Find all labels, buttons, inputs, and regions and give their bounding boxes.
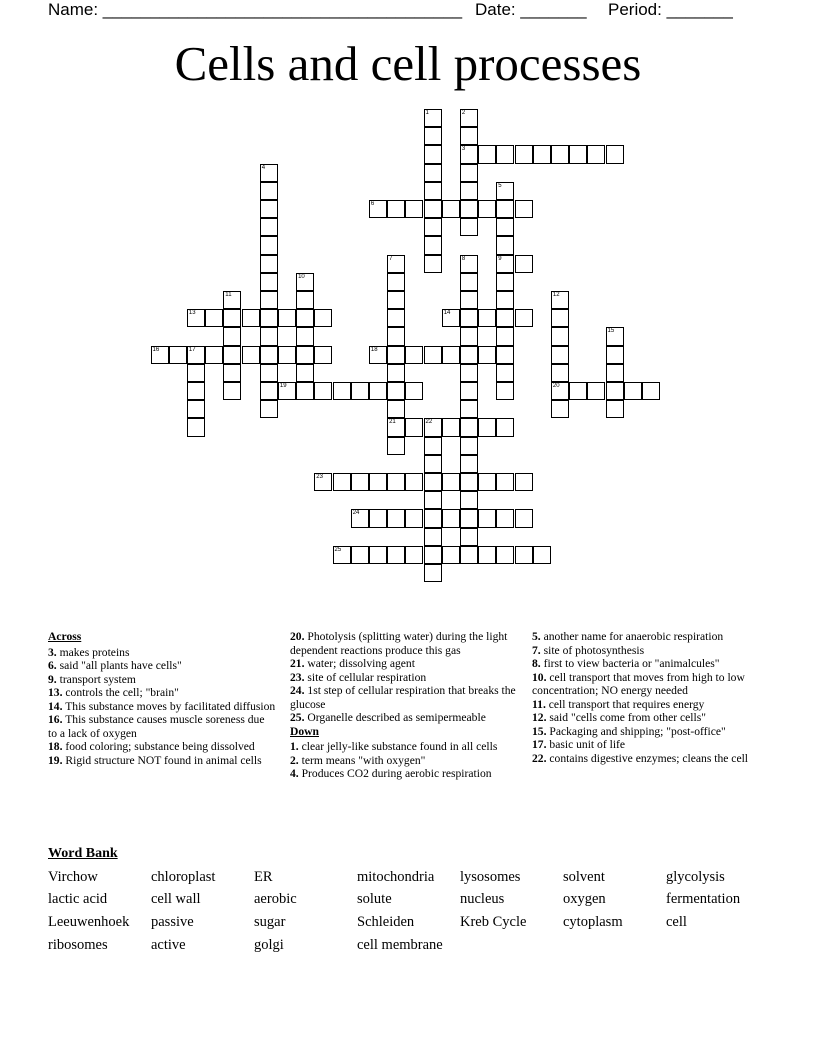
crossword-cell[interactable]	[460, 273, 478, 291]
crossword-cell[interactable]	[387, 546, 405, 564]
crossword-cell[interactable]	[442, 309, 460, 327]
crossword-cell[interactable]	[405, 382, 423, 400]
word-bank-entry: Virchow	[48, 869, 98, 885]
clue-number-label: 6.	[48, 659, 57, 672]
word-bank-entry: glycolysis	[666, 869, 725, 885]
crossword-cell[interactable]	[460, 255, 478, 273]
crossword-cell[interactable]	[387, 437, 405, 455]
clue-number-label: 25.	[290, 711, 305, 724]
clues-column-2	[290, 630, 520, 781]
crossword-cell[interactable]	[314, 473, 332, 491]
crossword-cell[interactable]	[169, 346, 187, 364]
name-field: Name: ______________________________________	[48, 0, 463, 19]
crossword-cell[interactable]	[460, 145, 478, 163]
crossword-cell[interactable]	[496, 327, 514, 345]
clue-number-label: 23.	[290, 670, 305, 684]
crossword-cell[interactable]	[460, 109, 478, 127]
clue-number-label: 24.	[290, 684, 305, 697]
crossword-cell[interactable]	[424, 109, 442, 127]
word-bank-title: Word Bank	[48, 846, 118, 861]
crossword-cell[interactable]	[424, 255, 442, 273]
clue-number: 3	[461, 146, 466, 153]
crossword-cell[interactable]	[569, 382, 587, 400]
word-bank-entry: lactic acid	[48, 891, 108, 907]
clue-number-label: 2.	[290, 753, 299, 767]
clue: 6. said "all plants have cells"	[48, 659, 182, 672]
crossword-cell[interactable]	[405, 546, 423, 564]
crossword-cell[interactable]	[260, 273, 278, 291]
crossword-cell[interactable]	[424, 218, 442, 236]
word-bank-entry: chloroplast	[151, 869, 216, 885]
crossword-cell[interactable]	[496, 218, 514, 236]
crossword-cell[interactable]	[515, 200, 533, 218]
word-bank-entry: mitochondria	[357, 869, 435, 885]
crossword-cell[interactable]	[387, 364, 405, 382]
crossword-cell[interactable]	[424, 127, 442, 145]
clue: 25. Organelle described as semipermeable	[290, 711, 486, 724]
crossword-cell[interactable]	[460, 473, 478, 491]
clue-number: 24	[352, 510, 360, 517]
crossword-cell[interactable]	[296, 327, 314, 345]
crossword-cell[interactable]	[223, 382, 241, 400]
clue-number-label: 12.	[532, 711, 547, 724]
clue: 16. This substance causes muscle soreness due to a lack of oxygen	[48, 713, 265, 740]
crossword-cell[interactable]	[369, 346, 387, 364]
clue: 19. Rigid structure NOT found in animal cells	[48, 753, 262, 767]
word-bank-entry: cell	[666, 914, 687, 930]
crossword-cell[interactable]	[460, 291, 478, 309]
crossword-cell[interactable]	[296, 382, 314, 400]
crossword-cell[interactable]	[296, 309, 314, 327]
clue-number-label: 9.	[48, 672, 57, 686]
clue-number: 16	[152, 346, 160, 353]
crossword-cell[interactable]	[405, 200, 423, 218]
period-field: Period: _______	[608, 0, 733, 19]
crossword-cell[interactable]	[260, 400, 278, 418]
crossword-cell[interactable]	[478, 145, 496, 163]
crossword-cell[interactable]	[460, 346, 478, 364]
word-bank-entry: passive	[151, 914, 194, 930]
crossword-cell[interactable]	[606, 346, 624, 364]
crossword-cell[interactable]	[551, 291, 569, 309]
crossword-cell[interactable]	[260, 291, 278, 309]
word-bank-entry: cell wall	[151, 891, 201, 907]
clue-number-label: 1.	[290, 740, 299, 753]
crossword-cell[interactable]	[496, 509, 514, 527]
clue-number-label: 15.	[532, 724, 547, 738]
clue-number-label: 4.	[290, 767, 299, 780]
crossword-cell[interactable]	[424, 164, 442, 182]
crossword-cell[interactable]	[242, 309, 260, 327]
crossword-cell[interactable]	[551, 327, 569, 345]
clue: 2. term means "with oxygen"	[290, 753, 426, 767]
crossword-cell[interactable]	[606, 145, 624, 163]
crossword-cell[interactable]	[260, 255, 278, 273]
clue-number-label: 16.	[48, 713, 63, 726]
crossword-cell[interactable]	[369, 546, 387, 564]
crossword-cell[interactable]	[515, 145, 533, 163]
crossword-cell[interactable]	[533, 546, 551, 564]
crossword-cell[interactable]	[333, 473, 351, 491]
clue: 17. basic unit of life	[532, 738, 626, 751]
crossword-cell[interactable]	[223, 364, 241, 382]
crossword-cell[interactable]	[460, 437, 478, 455]
word-bank-entry: sugar	[254, 914, 286, 930]
crossword-cell[interactable]	[369, 473, 387, 491]
crossword-cell[interactable]	[460, 127, 478, 145]
word-bank-entry: ER	[254, 869, 273, 885]
word-bank-entry: golgi	[254, 937, 284, 953]
word-bank-entry: fermentation	[666, 891, 741, 907]
crossword-cell[interactable]	[496, 309, 514, 327]
crossword-cell[interactable]	[278, 346, 296, 364]
crossword-cell[interactable]	[387, 473, 405, 491]
crossword-cell[interactable]	[387, 273, 405, 291]
crossword-cell[interactable]	[551, 309, 569, 327]
word-bank-entry: aerobic	[254, 891, 297, 907]
clue: 8. first to view bacteria or "animalcules"	[532, 657, 720, 670]
crossword-cell[interactable]	[642, 382, 660, 400]
crossword-cell[interactable]	[442, 509, 460, 527]
crossword-cell[interactable]	[460, 528, 478, 546]
clue: 23. site of cellular respiration	[290, 670, 427, 684]
crossword-cell[interactable]	[424, 182, 442, 200]
clue: 4. Produces CO2 during aerobic respiration	[290, 767, 492, 780]
crossword-cell[interactable]	[424, 236, 442, 254]
page-title: Cells and cell processes	[174, 36, 642, 91]
clue-number: 11	[225, 292, 232, 298]
crossword-cell[interactable]	[296, 346, 314, 364]
crossword-cell[interactable]	[460, 382, 478, 400]
crossword-cell[interactable]	[515, 255, 533, 273]
clue-number-label: 10.	[532, 670, 547, 684]
clue: 12. said "cells come from other cells"	[532, 711, 706, 724]
down-heading: Down	[290, 724, 319, 738]
clue: 21. water; dissolving agent	[290, 657, 415, 670]
clue-number: 25	[334, 546, 342, 553]
clue-number: 5	[498, 182, 502, 189]
word-bank-entry: ribosomes	[48, 937, 108, 953]
crossword-cell[interactable]	[442, 473, 460, 491]
crossword-cell[interactable]	[369, 382, 387, 400]
crossword-cell[interactable]	[278, 382, 296, 400]
crossword-cell[interactable]	[260, 236, 278, 254]
crossword-cell[interactable]	[223, 327, 241, 345]
word-bank-entry: cell membrane	[357, 937, 443, 953]
crossword-cell[interactable]	[278, 309, 296, 327]
crossword-cell[interactable]	[260, 382, 278, 400]
clue: 5. another name for anaerobic respiration	[532, 630, 724, 643]
clue: 11. cell transport that requires energy	[532, 697, 705, 711]
clue: 18. food coloring; substance being dissolved	[48, 740, 255, 753]
crossword-cell[interactable]	[478, 200, 496, 218]
clue: 14. This substance moves by facilitated diffusion	[48, 699, 276, 713]
clue-number-label: 22.	[532, 751, 547, 765]
crossword-cell[interactable]	[387, 291, 405, 309]
crossword-cell[interactable]	[424, 346, 442, 364]
clue: 24. 1st step of cellular respiration that breaks the glucose	[290, 684, 516, 711]
crossword-cell[interactable]	[187, 309, 205, 327]
crossword-cell[interactable]	[260, 327, 278, 345]
clue-number-label: 5.	[532, 630, 541, 643]
word-bank-entry: active	[151, 937, 186, 953]
clue-number: 21	[389, 419, 396, 426]
crossword-cell[interactable]	[296, 291, 314, 309]
clue: 13. controls the cell; "brain"	[48, 686, 179, 699]
crossword-cell[interactable]	[314, 309, 332, 327]
crossword-cell[interactable]	[442, 546, 460, 564]
crossword-cell[interactable]	[424, 564, 442, 582]
clue-number-label: 7.	[532, 643, 541, 657]
crossword-cell[interactable]	[223, 346, 241, 364]
crossword-cell[interactable]	[387, 509, 405, 527]
crossword-cell[interactable]	[260, 364, 278, 382]
clue-number: 17	[188, 346, 196, 353]
clue-number: 22	[425, 419, 433, 426]
clue-number: 23	[316, 474, 323, 480]
crossword-cell[interactable]	[496, 364, 514, 382]
crossword-cell[interactable]	[187, 382, 205, 400]
crossword-cell[interactable]	[424, 473, 442, 491]
crossword-cell[interactable]	[442, 200, 460, 218]
crossword-cell[interactable]	[515, 509, 533, 527]
crossword-cell[interactable]	[569, 145, 587, 163]
crossword-cell[interactable]	[460, 509, 478, 527]
crossword-cell[interactable]	[405, 346, 423, 364]
crossword-cell[interactable]	[496, 382, 514, 400]
clue-number: 6	[370, 201, 375, 207]
crossword-cell[interactable]	[460, 164, 478, 182]
crossword-cell[interactable]	[606, 382, 624, 400]
crossword-cell[interactable]	[496, 546, 514, 564]
crossword-cell[interactable]	[187, 400, 205, 418]
crossword-cell[interactable]	[387, 418, 405, 436]
crossword-cell[interactable]	[478, 418, 496, 436]
crossword-cell[interactable]	[424, 418, 442, 436]
crossword-cell[interactable]	[405, 418, 423, 436]
crossword-cell[interactable]	[460, 182, 478, 200]
clue: 1. clear jelly-like substance found in all cells	[290, 740, 498, 753]
crossword-cell[interactable]	[496, 473, 514, 491]
crossword-cell[interactable]	[351, 382, 369, 400]
crossword-cell[interactable]	[460, 455, 478, 473]
crossword-cell[interactable]	[496, 255, 514, 273]
crossword-cell[interactable]	[551, 145, 569, 163]
crossword-cell[interactable]	[551, 382, 569, 400]
crossword-cell[interactable]	[405, 473, 423, 491]
crossword-cell[interactable]	[187, 346, 205, 364]
crossword-cell[interactable]	[223, 309, 241, 327]
crossword-cell[interactable]	[260, 182, 278, 200]
crossword-cell[interactable]	[387, 327, 405, 345]
clue-number: 9	[498, 255, 502, 262]
crossword-cell[interactable]	[260, 164, 278, 182]
crossword-cell[interactable]	[333, 546, 351, 564]
clue: 15. Packaging and shipping; "post-office"	[532, 724, 726, 738]
crossword-cell[interactable]	[551, 400, 569, 418]
clue-number: 7	[389, 255, 393, 262]
clue-number: 20	[552, 383, 560, 389]
crossword-cell[interactable]	[460, 364, 478, 382]
crossword-cell[interactable]	[606, 364, 624, 382]
crossword-cell[interactable]	[296, 273, 314, 291]
word-bank-entry: Kreb Cycle	[460, 914, 527, 930]
crossword-cell[interactable]	[405, 509, 423, 527]
crossword-cell[interactable]	[496, 346, 514, 364]
clue-number: 13	[188, 310, 196, 317]
clue-number-label: 20.	[290, 630, 305, 643]
crossword-cell[interactable]	[442, 418, 460, 436]
crossword-cell[interactable]	[424, 509, 442, 527]
clue: 20. Photolysis (splitting water) during the light dependent reactions produce this gas	[290, 630, 508, 657]
clue-number-label: 21.	[290, 657, 305, 670]
crossword-cell[interactable]	[424, 437, 442, 455]
crossword-cell[interactable]	[460, 418, 478, 436]
crossword-cell[interactable]	[424, 546, 442, 564]
word-bank-entry: cytoplasm	[563, 914, 623, 930]
clue-number: 19	[279, 383, 287, 389]
crossword-cell[interactable]	[515, 473, 533, 491]
crossword-cell[interactable]	[387, 309, 405, 327]
crossword-cell[interactable]	[314, 346, 332, 364]
word-bank-entry: solvent	[563, 869, 605, 885]
crossword-cell[interactable]	[333, 382, 351, 400]
crossword-cell[interactable]	[424, 145, 442, 163]
crossword-cell[interactable]	[387, 400, 405, 418]
crossword-cell[interactable]	[496, 418, 514, 436]
clue-number: 14	[443, 310, 451, 317]
crossword-cell[interactable]	[205, 309, 223, 327]
crossword-cell[interactable]	[387, 382, 405, 400]
crossword-cell[interactable]	[460, 309, 478, 327]
crossword-cell[interactable]	[587, 145, 605, 163]
word-bank-entry: lysosomes	[460, 869, 521, 885]
crossword-cell[interactable]	[369, 200, 387, 218]
crossword-cell[interactable]	[624, 382, 642, 400]
crossword-cell[interactable]	[424, 455, 442, 473]
word-bank-entry: Leeuwenhoek	[48, 914, 130, 930]
word-bank-entry: Schleiden	[357, 914, 415, 930]
crossword-cell[interactable]	[187, 418, 205, 436]
clue: 10. cell transport that moves from high to low concentration; NO energy needed	[532, 670, 745, 697]
crossword-cell[interactable]	[260, 218, 278, 236]
crossword-cell[interactable]	[496, 200, 514, 218]
clue: 3. makes proteins	[48, 645, 130, 659]
crossword-cell[interactable]	[442, 346, 460, 364]
crossword-cell[interactable]	[496, 182, 514, 200]
crossword-cell[interactable]	[515, 309, 533, 327]
clue-number: 18	[370, 346, 378, 353]
crossword-cell[interactable]	[296, 364, 314, 382]
crossword-cell[interactable]	[387, 200, 405, 218]
clue-number-label: 17.	[532, 738, 547, 751]
crossword-cell[interactable]	[478, 309, 496, 327]
clue-number: 15	[607, 328, 615, 335]
clue-number: 8	[461, 255, 466, 262]
crossword-cell[interactable]	[460, 546, 478, 564]
clue-number-label: 3.	[48, 645, 57, 659]
word-bank-entry: solute	[357, 891, 392, 907]
clue-number-label: 8.	[532, 657, 541, 670]
crossword-cell[interactable]	[260, 200, 278, 218]
clue: 9. transport system	[48, 672, 136, 686]
word-bank-entry: nucleus	[460, 891, 505, 907]
clue-number-label: 19.	[48, 753, 63, 767]
crossword-cell[interactable]	[551, 364, 569, 382]
crossword-cell[interactable]	[351, 509, 369, 527]
crossword-cell[interactable]	[369, 509, 387, 527]
clue-number: 12	[552, 292, 560, 298]
crossword-cell[interactable]	[496, 236, 514, 254]
crossword-cell[interactable]	[515, 546, 533, 564]
date-field: Date: _______	[475, 0, 587, 19]
crossword-cell[interactable]	[151, 346, 169, 364]
crossword-cell[interactable]	[424, 528, 442, 546]
crossword-cell[interactable]	[496, 273, 514, 291]
clue-number-label: 11.	[532, 697, 546, 711]
clue-number: 10	[298, 273, 305, 280]
clue-number: 1	[425, 110, 429, 116]
clue: 7. site of photosynthesis	[532, 643, 645, 657]
crossword-cell[interactable]	[496, 145, 514, 163]
across-heading: Across	[48, 630, 82, 643]
crossword-cell[interactable]	[533, 145, 551, 163]
crossword-cell[interactable]	[424, 200, 442, 218]
crossword-cell[interactable]	[606, 400, 624, 418]
crossword-cell[interactable]	[587, 382, 605, 400]
crossword-cell[interactable]	[551, 346, 569, 364]
crossword-cell[interactable]	[187, 364, 205, 382]
crossword-cell[interactable]	[478, 509, 496, 527]
clue-number: 2	[461, 110, 466, 116]
crossword-cell[interactable]	[478, 546, 496, 564]
crossword-cell[interactable]	[260, 309, 278, 327]
crossword-cell[interactable]	[260, 346, 278, 364]
crossword-cell[interactable]	[351, 473, 369, 491]
crossword-cell[interactable]	[223, 291, 241, 309]
crossword-cell[interactable]	[460, 218, 478, 236]
crossword-cell[interactable]	[387, 346, 405, 364]
crossword-cell[interactable]	[387, 255, 405, 273]
crossword-cell[interactable]	[460, 200, 478, 218]
crossword-cell[interactable]	[460, 491, 478, 509]
clue-number-label: 13.	[48, 686, 63, 699]
crossword-cell[interactable]	[242, 346, 260, 364]
clue: 22. contains digestive enzymes; cleans the cell	[532, 751, 749, 765]
clue-number-label: 18.	[48, 740, 63, 753]
crossword-cell[interactable]	[460, 327, 478, 345]
clue-number-label: 14.	[48, 699, 63, 713]
crossword-cell[interactable]	[496, 291, 514, 309]
clues-column-1	[48, 630, 276, 767]
crossword-cell[interactable]	[478, 346, 496, 364]
crossword-cell[interactable]	[351, 546, 369, 564]
crossword-cell[interactable]	[478, 473, 496, 491]
crossword-cell[interactable]	[424, 491, 442, 509]
clue-number: 4	[261, 164, 266, 171]
crossword-cell[interactable]	[460, 400, 478, 418]
crossword-cell[interactable]	[314, 382, 332, 400]
word-bank-entry: oxygen	[563, 891, 606, 907]
crossword-cell[interactable]	[606, 327, 624, 345]
crossword-cell[interactable]	[205, 346, 223, 364]
clues-column-3	[532, 630, 762, 765]
